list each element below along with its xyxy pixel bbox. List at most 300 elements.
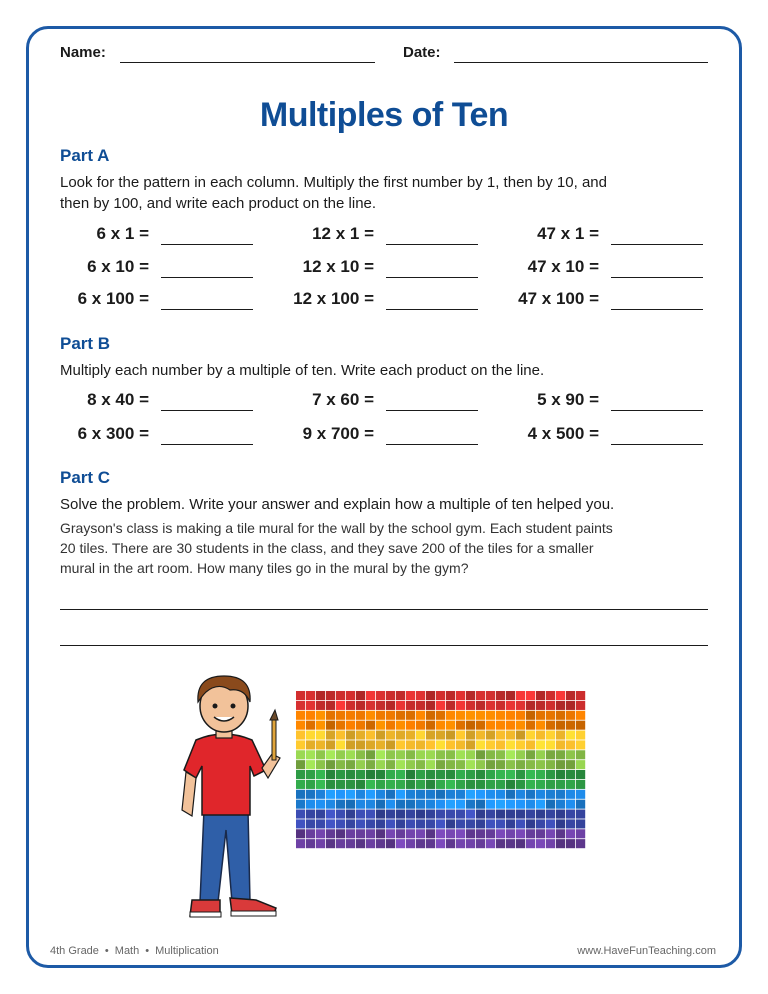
part-c-instruction: Solve the problem. Write your answer and explain how a multiple of ten helped you. bbox=[60, 496, 615, 513]
answer-line[interactable] bbox=[386, 410, 478, 411]
mural-tile bbox=[416, 691, 425, 700]
mural-tile bbox=[486, 829, 495, 838]
mural-tile bbox=[466, 750, 475, 759]
mural-tile bbox=[516, 701, 525, 710]
mural-tile bbox=[336, 790, 345, 799]
mural-tile bbox=[486, 819, 495, 828]
mural-tile bbox=[556, 770, 565, 779]
mural-tile bbox=[386, 810, 395, 819]
answer-line[interactable] bbox=[386, 309, 478, 310]
mural-tile bbox=[396, 800, 405, 809]
mural-tile bbox=[496, 731, 505, 740]
mural-tile bbox=[516, 760, 525, 769]
part-a-title: Part A bbox=[60, 146, 110, 165]
mural-tile bbox=[476, 731, 485, 740]
mural-tile bbox=[356, 691, 365, 700]
mural-tile bbox=[556, 701, 565, 710]
mural-tile bbox=[566, 721, 575, 730]
mural-tile bbox=[496, 740, 505, 749]
mural-tile bbox=[306, 691, 315, 700]
mural-tile bbox=[446, 701, 455, 710]
mural-tile bbox=[376, 750, 385, 759]
mural-tile bbox=[396, 691, 405, 700]
mural-tile bbox=[466, 701, 475, 710]
mural-tile bbox=[496, 790, 505, 799]
mural-tile bbox=[536, 790, 545, 799]
mural-tile bbox=[366, 731, 375, 740]
answer-line[interactable] bbox=[386, 277, 478, 278]
mural-tile bbox=[526, 711, 535, 720]
mural-tile bbox=[536, 731, 545, 740]
mural-tile bbox=[316, 711, 325, 720]
mural-tile bbox=[556, 810, 565, 819]
mural-tile bbox=[526, 770, 535, 779]
mural-tile bbox=[506, 810, 515, 819]
mural-tile bbox=[426, 839, 435, 848]
mural-tile bbox=[486, 731, 495, 740]
mural-tile bbox=[326, 829, 335, 838]
problem-a5 bbox=[285, 257, 478, 281]
mural-tile bbox=[346, 721, 355, 730]
answer-line[interactable] bbox=[161, 410, 253, 411]
mural-tile bbox=[336, 829, 345, 838]
mural-tile bbox=[526, 731, 535, 740]
mural-tile bbox=[356, 701, 365, 710]
mural-tile bbox=[546, 790, 555, 799]
mural-tile bbox=[516, 810, 525, 819]
mural-tile bbox=[386, 839, 395, 848]
mural-tile bbox=[406, 760, 415, 769]
footer-tags bbox=[50, 945, 219, 957]
mural-tile bbox=[296, 839, 305, 848]
mural-tile bbox=[316, 691, 325, 700]
mural-tile bbox=[326, 819, 335, 828]
mural-tile bbox=[566, 691, 575, 700]
mural-tile bbox=[506, 691, 515, 700]
mural-tile bbox=[296, 770, 305, 779]
mural-tile bbox=[376, 691, 385, 700]
mural-tile bbox=[556, 819, 565, 828]
problem-expression: 47 x 100 = bbox=[518, 289, 599, 308]
mural-tile bbox=[386, 819, 395, 828]
mural-tile bbox=[426, 760, 435, 769]
mural-tile bbox=[486, 740, 495, 749]
mural-tile bbox=[416, 711, 425, 720]
mural-tile bbox=[476, 819, 485, 828]
mural-tile bbox=[386, 770, 395, 779]
mural-tile bbox=[336, 721, 345, 730]
mural-tile bbox=[426, 721, 435, 730]
mural-tile bbox=[456, 780, 465, 789]
mural-tile bbox=[356, 780, 365, 789]
answer-line[interactable] bbox=[161, 244, 253, 245]
mural-tile bbox=[376, 790, 385, 799]
mural-tile bbox=[546, 691, 555, 700]
mural-tile bbox=[536, 740, 545, 749]
mural-tile bbox=[396, 829, 405, 838]
word-problem-line3: mural in the art room. How many tiles go in the mural by the gym? bbox=[60, 560, 469, 576]
mural-tile bbox=[506, 839, 515, 848]
mural-tile bbox=[416, 819, 425, 828]
answer-line-2[interactable] bbox=[60, 645, 708, 646]
mural-tile bbox=[306, 770, 315, 779]
mural-tile bbox=[416, 721, 425, 730]
mural-tile bbox=[376, 829, 385, 838]
answer-line[interactable] bbox=[161, 277, 253, 278]
problem-expression: 9 x 700 = bbox=[302, 424, 374, 443]
mural-tile bbox=[396, 731, 405, 740]
mural-tile bbox=[436, 819, 445, 828]
mural-tile bbox=[486, 760, 495, 769]
problem-expression: 47 x 10 = bbox=[527, 257, 599, 276]
mural-tile bbox=[566, 731, 575, 740]
mural-tile bbox=[316, 839, 325, 848]
mural-tile bbox=[386, 740, 395, 749]
mural-tile bbox=[576, 839, 585, 848]
mural-tile bbox=[306, 800, 315, 809]
mural-tile bbox=[546, 740, 555, 749]
mural-tile bbox=[526, 760, 535, 769]
mural-tile bbox=[436, 721, 445, 730]
mural-tile bbox=[516, 691, 525, 700]
problem-expression: 6 x 300 = bbox=[77, 424, 149, 443]
mural-tile bbox=[306, 780, 315, 789]
mural-tile bbox=[566, 800, 575, 809]
mural-tile bbox=[376, 740, 385, 749]
mural-tile bbox=[476, 691, 485, 700]
mural-tile bbox=[456, 711, 465, 720]
mural-tile bbox=[446, 770, 455, 779]
mural-tile bbox=[446, 829, 455, 838]
mural-tile bbox=[516, 780, 525, 789]
mural-tile bbox=[466, 829, 475, 838]
mural-tile bbox=[546, 701, 555, 710]
mural-tile bbox=[376, 800, 385, 809]
mural-tile bbox=[576, 691, 585, 700]
mural-tile bbox=[346, 770, 355, 779]
mural-tile bbox=[306, 740, 315, 749]
answer-line[interactable] bbox=[161, 309, 253, 310]
mural-tile bbox=[556, 721, 565, 730]
mural-tile bbox=[556, 731, 565, 740]
mural-tile bbox=[426, 780, 435, 789]
mural-tile bbox=[516, 740, 525, 749]
mural-tile bbox=[476, 750, 485, 759]
mural-tile bbox=[496, 810, 505, 819]
mural-tile bbox=[366, 829, 375, 838]
mural-tile bbox=[296, 829, 305, 838]
mural-tile bbox=[456, 790, 465, 799]
mural-tile bbox=[366, 810, 375, 819]
mural-tile bbox=[426, 740, 435, 749]
mural-tile bbox=[546, 829, 555, 838]
mural-tile bbox=[396, 760, 405, 769]
mural-tile bbox=[446, 711, 455, 720]
mural-tile bbox=[516, 800, 525, 809]
answer-line[interactable] bbox=[611, 410, 703, 411]
mural-tile bbox=[516, 770, 525, 779]
answer-line[interactable] bbox=[161, 444, 253, 445]
mural-tile bbox=[406, 800, 415, 809]
mural-tile bbox=[456, 740, 465, 749]
word-problem-line2: 20 tiles. There are 30 students in the class, and they save 200 of the tiles for a smaller bbox=[60, 540, 594, 556]
mural-tile bbox=[306, 790, 315, 799]
problem-b4 bbox=[60, 424, 253, 448]
mural-tile bbox=[336, 800, 345, 809]
mural-tile bbox=[536, 711, 545, 720]
footer-website[interactable]: www.HaveFunTeaching.com bbox=[577, 945, 716, 957]
mural-tile bbox=[506, 819, 515, 828]
mural-tile bbox=[396, 839, 405, 848]
mural-tile bbox=[326, 790, 335, 799]
problem-a7 bbox=[60, 289, 253, 313]
mural-tile bbox=[536, 770, 545, 779]
mural-tile bbox=[326, 770, 335, 779]
answer-line[interactable] bbox=[611, 277, 703, 278]
mural-tile bbox=[526, 691, 535, 700]
mural-tile bbox=[406, 839, 415, 848]
mural-tile bbox=[546, 810, 555, 819]
mural-tile bbox=[366, 780, 375, 789]
problem-b5 bbox=[285, 424, 478, 448]
mural-tile bbox=[566, 780, 575, 789]
mural-tile bbox=[366, 701, 375, 710]
mural-tile bbox=[426, 790, 435, 799]
mural-tile bbox=[436, 780, 445, 789]
mural-tile bbox=[506, 740, 515, 749]
mural-tile bbox=[316, 810, 325, 819]
part-b-instruction: Multiply each number by a multiple of ten. Write each product on the line. bbox=[60, 362, 545, 379]
mural-tile bbox=[566, 790, 575, 799]
mural-tile bbox=[446, 800, 455, 809]
mural-tile bbox=[476, 800, 485, 809]
mural-tile bbox=[476, 721, 485, 730]
mural-tile bbox=[356, 711, 365, 720]
mural-tile bbox=[486, 691, 495, 700]
mural-tile bbox=[496, 691, 505, 700]
mural-tile bbox=[566, 770, 575, 779]
mural-tile bbox=[396, 770, 405, 779]
mural-tile bbox=[426, 800, 435, 809]
mural-tile bbox=[536, 780, 545, 789]
mural-tile bbox=[456, 760, 465, 769]
footer-subject: Math bbox=[114, 945, 140, 957]
mural-tile bbox=[446, 839, 455, 848]
mural-tile bbox=[576, 819, 585, 828]
problem-expression: 12 x 10 = bbox=[302, 257, 374, 276]
mural-tile bbox=[496, 829, 505, 838]
mural-tile bbox=[336, 711, 345, 720]
problem-a4 bbox=[60, 257, 253, 281]
answer-line[interactable] bbox=[386, 444, 478, 445]
mural-tile bbox=[546, 711, 555, 720]
mural-tile bbox=[336, 691, 345, 700]
mural-tile bbox=[546, 800, 555, 809]
mural-tile bbox=[576, 800, 585, 809]
footer-grade: 4th Grade bbox=[50, 945, 99, 957]
mural-tile bbox=[426, 770, 435, 779]
mural-tile bbox=[416, 839, 425, 848]
mural-tile bbox=[426, 711, 435, 720]
mural-tile bbox=[316, 780, 325, 789]
mural-tile bbox=[576, 711, 585, 720]
mural-tile bbox=[546, 770, 555, 779]
mural-tile bbox=[546, 839, 555, 848]
mural-tile bbox=[346, 750, 355, 759]
mural-tile bbox=[446, 810, 455, 819]
mural-tile bbox=[316, 740, 325, 749]
mural-tile bbox=[436, 839, 445, 848]
mural-tile bbox=[336, 731, 345, 740]
mural-tile bbox=[446, 691, 455, 700]
mural-tile bbox=[356, 740, 365, 749]
mural-tile bbox=[306, 829, 315, 838]
mural-tile bbox=[476, 790, 485, 799]
mural-tile bbox=[356, 721, 365, 730]
mural-tile bbox=[406, 790, 415, 799]
mural-tile bbox=[466, 770, 475, 779]
mural-tile bbox=[306, 731, 315, 740]
mural-tile bbox=[506, 760, 515, 769]
name-field[interactable] bbox=[120, 62, 375, 63]
mural-tile bbox=[456, 750, 465, 759]
mural-tile bbox=[446, 750, 455, 759]
mural-tile bbox=[526, 701, 535, 710]
mural-tile bbox=[296, 711, 305, 720]
mural-tile bbox=[566, 819, 575, 828]
mural-tile bbox=[406, 731, 415, 740]
answer-line[interactable] bbox=[386, 244, 478, 245]
mural-tile bbox=[436, 790, 445, 799]
mural-tile bbox=[326, 839, 335, 848]
mural-tile bbox=[406, 740, 415, 749]
mural-tile bbox=[396, 701, 405, 710]
mural-tile bbox=[346, 819, 355, 828]
mural-tile bbox=[566, 701, 575, 710]
mural-tile bbox=[376, 839, 385, 848]
mural-tile bbox=[296, 701, 305, 710]
answer-line[interactable] bbox=[611, 309, 703, 310]
answer-line[interactable] bbox=[611, 244, 703, 245]
mural-tile bbox=[456, 819, 465, 828]
mural-tile bbox=[316, 770, 325, 779]
mural-tile bbox=[466, 760, 475, 769]
mural-tile bbox=[446, 780, 455, 789]
problem-expression: 5 x 90 = bbox=[537, 390, 599, 409]
mural-tile bbox=[446, 740, 455, 749]
mural-tile bbox=[466, 711, 475, 720]
mural-tile bbox=[446, 819, 455, 828]
mural-tile bbox=[296, 800, 305, 809]
rainbow-tile-mural bbox=[296, 691, 586, 849]
mural-tile bbox=[296, 810, 305, 819]
mural-tile bbox=[416, 750, 425, 759]
mural-tile bbox=[376, 721, 385, 730]
mural-tile bbox=[356, 829, 365, 838]
mural-tile bbox=[536, 800, 545, 809]
problem-b3 bbox=[510, 390, 703, 414]
mural-tile bbox=[326, 691, 335, 700]
mural-tile bbox=[526, 750, 535, 759]
mural-tile bbox=[516, 819, 525, 828]
mural-tile bbox=[426, 819, 435, 828]
mural-tile bbox=[336, 810, 345, 819]
mural-tile bbox=[386, 711, 395, 720]
mural-tile bbox=[426, 691, 435, 700]
mural-tile bbox=[346, 711, 355, 720]
mural-tile bbox=[296, 740, 305, 749]
mural-tile bbox=[476, 760, 485, 769]
mural-tile bbox=[336, 819, 345, 828]
answer-line-1[interactable] bbox=[60, 609, 708, 610]
answer-line[interactable] bbox=[611, 444, 703, 445]
mural-tile bbox=[376, 770, 385, 779]
mural-tile bbox=[406, 780, 415, 789]
mural-tile bbox=[456, 800, 465, 809]
mural-tile bbox=[296, 691, 305, 700]
mural-tile bbox=[346, 810, 355, 819]
mural-tile bbox=[326, 760, 335, 769]
mural-tile bbox=[466, 790, 475, 799]
mural-tile bbox=[426, 750, 435, 759]
mural-tile bbox=[406, 750, 415, 759]
mural-tile bbox=[496, 760, 505, 769]
mural-tile bbox=[556, 780, 565, 789]
mural-tile bbox=[396, 711, 405, 720]
mural-tile bbox=[406, 770, 415, 779]
problem-a9 bbox=[510, 289, 703, 313]
mural-tile bbox=[546, 819, 555, 828]
mural-tile bbox=[456, 691, 465, 700]
mural-tile bbox=[316, 829, 325, 838]
mural-tile bbox=[476, 780, 485, 789]
date-field[interactable] bbox=[454, 62, 708, 63]
mural-tile bbox=[456, 770, 465, 779]
mural-tile bbox=[466, 731, 475, 740]
mural-tile bbox=[296, 731, 305, 740]
mural-tile bbox=[536, 691, 545, 700]
mural-tile bbox=[316, 819, 325, 828]
mural-tile bbox=[476, 829, 485, 838]
mural-tile bbox=[566, 829, 575, 838]
mural-tile bbox=[396, 810, 405, 819]
mural-tile bbox=[406, 810, 415, 819]
mural-tile bbox=[386, 790, 395, 799]
mural-tile bbox=[356, 790, 365, 799]
mural-tile bbox=[376, 760, 385, 769]
mural-tile bbox=[436, 770, 445, 779]
mural-tile bbox=[526, 780, 535, 789]
mural-tile bbox=[346, 780, 355, 789]
problem-a1 bbox=[60, 224, 253, 248]
mural-tile bbox=[556, 691, 565, 700]
name-label: Name: bbox=[60, 44, 106, 61]
mural-tile bbox=[416, 780, 425, 789]
mural-tile bbox=[316, 701, 325, 710]
mural-tile bbox=[516, 721, 525, 730]
problem-b1 bbox=[60, 390, 253, 414]
problem-a2 bbox=[285, 224, 478, 248]
mural-tile bbox=[326, 721, 335, 730]
mural-tile bbox=[366, 760, 375, 769]
mural-tile bbox=[556, 800, 565, 809]
mural-tile bbox=[476, 711, 485, 720]
mural-tile bbox=[386, 760, 395, 769]
mural-tile bbox=[396, 740, 405, 749]
mural-tile bbox=[416, 810, 425, 819]
mural-tile bbox=[346, 760, 355, 769]
mural-tile bbox=[396, 721, 405, 730]
